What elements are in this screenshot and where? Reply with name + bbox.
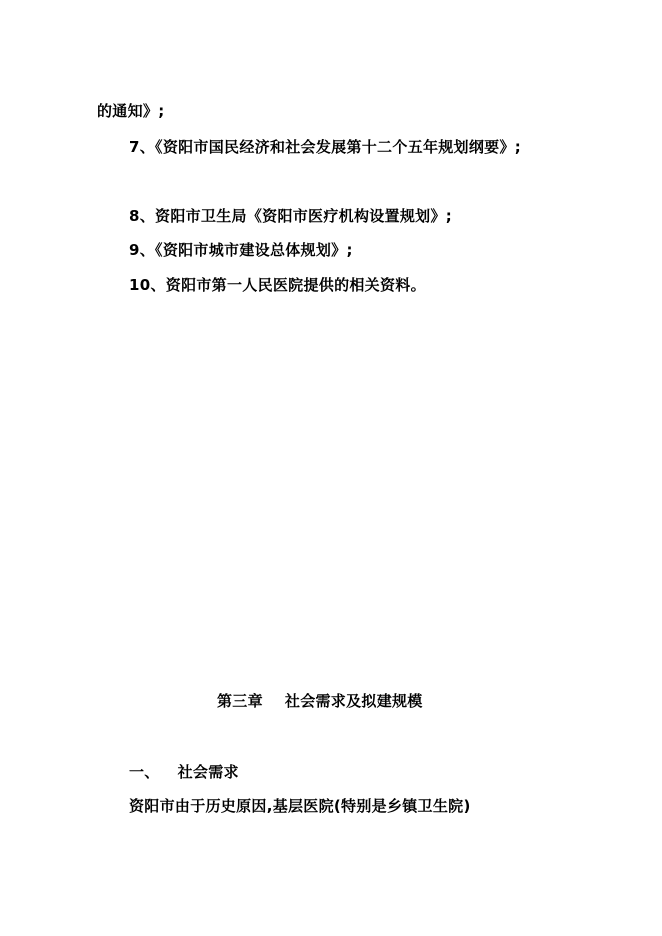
text-line-notice: 的通知》; bbox=[97, 102, 165, 120]
section-number: 一、 bbox=[129, 763, 160, 781]
chapter-number: 第三章 bbox=[217, 692, 263, 710]
body-paragraph: 资阳市由于历史原因,基层医院(特别是乡镇卫生院) bbox=[129, 797, 471, 815]
chapter-title: 社会需求及拟建规模 bbox=[284, 692, 423, 710]
chapter-heading bbox=[217, 691, 423, 711]
list-item-7: 7、《资阳市国民经济和社会发展第十二个五年规划纲要》; bbox=[129, 138, 522, 156]
list-item-9: 9、《资阳市城市建设总体规划》; bbox=[129, 241, 353, 259]
list-item-10: 10、资阳市第一人民医院提供的相关资料。 bbox=[129, 276, 426, 294]
section-title: 社会需求 bbox=[177, 763, 239, 781]
section-heading bbox=[129, 762, 239, 782]
list-item-8: 8、资阳市卫生局《资阳市医疗机构设置规划》; bbox=[129, 207, 453, 225]
